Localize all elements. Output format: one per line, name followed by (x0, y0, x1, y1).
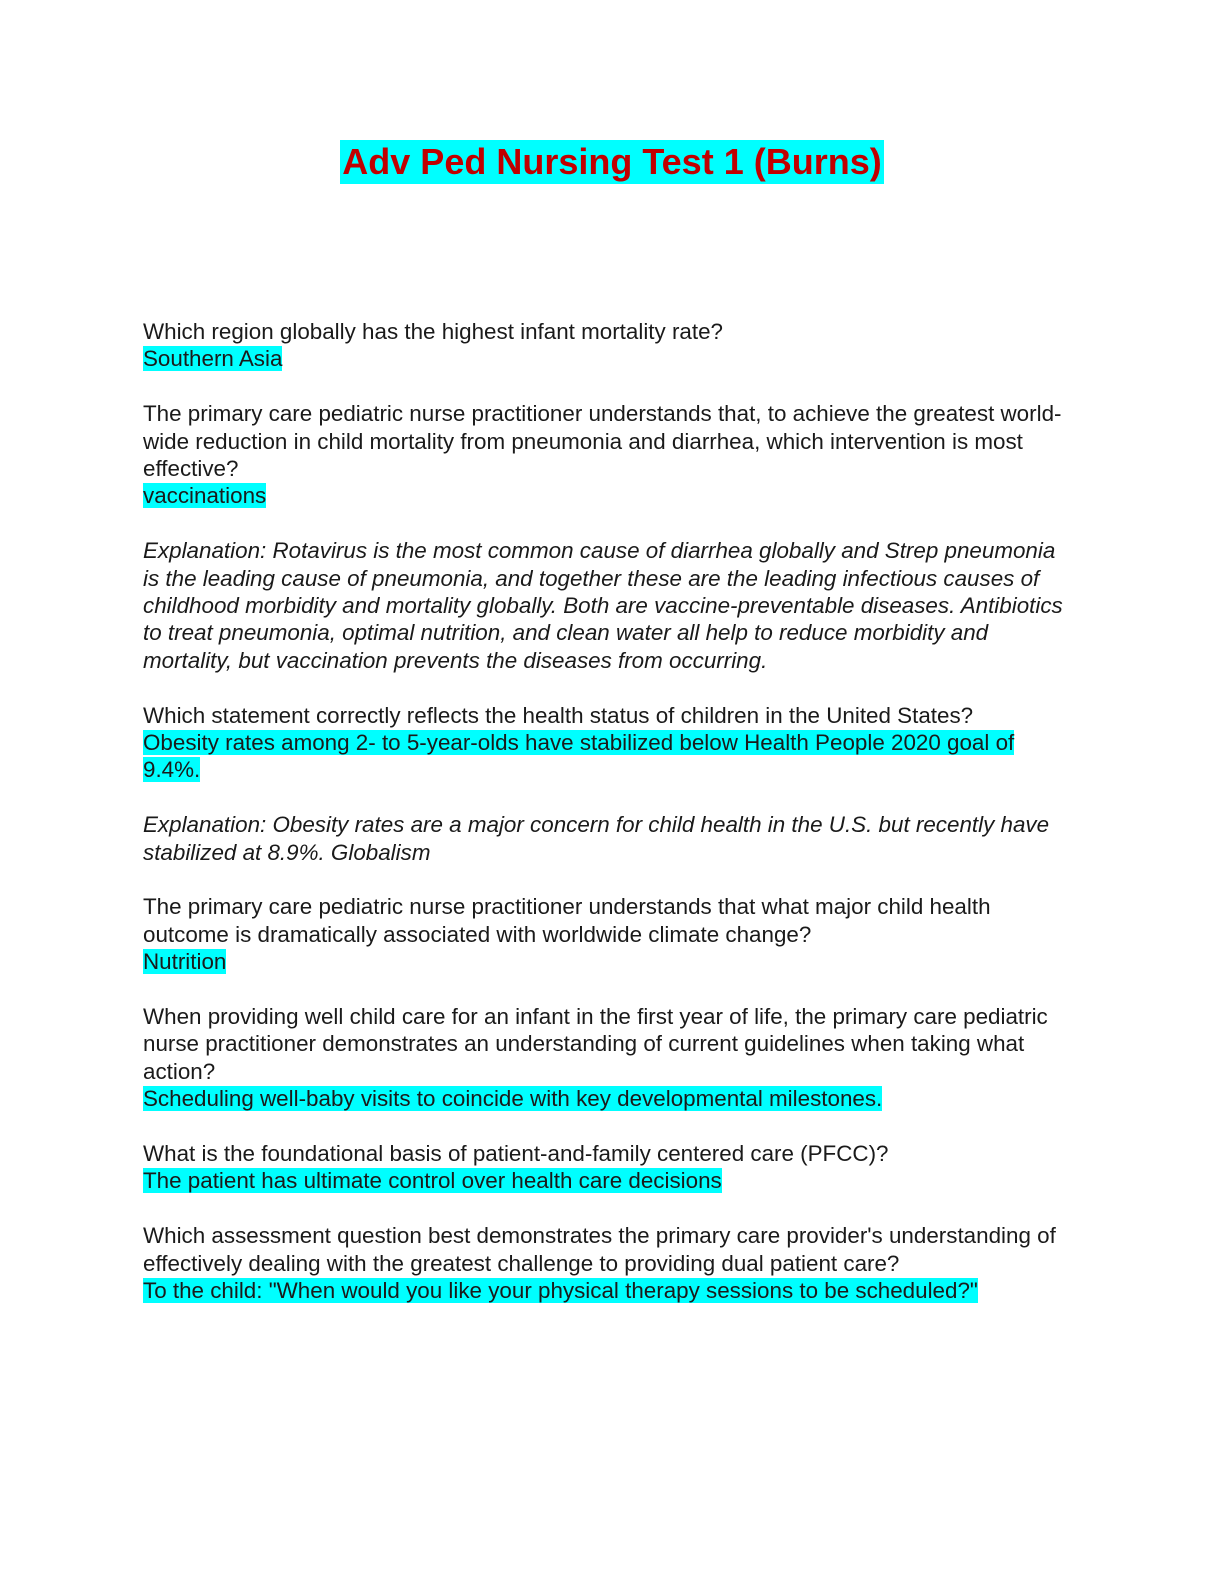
qa-item-4 (143, 893, 1073, 975)
highlighted-answer: Obesity rates among 2- to 5-year-olds have stabilized below Health People 2020 goal of 9.4%. (143, 730, 1015, 783)
highlighted-answer: Scheduling well-baby visits to coincide with key developmental milestones. (143, 1086, 883, 1112)
question-text: When providing well child care for an infant in the first year of life, the primary care pediatric nurse practitioner demonstrates an understanding of current guidelines when taking what action? (143, 1004, 1048, 1084)
document-title: Adv Ped Nursing Test 1 (Burns) (342, 141, 882, 182)
explanation-text: Explanation: Rotavirus is the most common cause of diarrhea globally and Strep pneumonia is the leading cause of pneumonia, and together these are the leading infectious causes of childhood morbidity and mortality globally. Both are vaccine-preventable diseases. Antibiotics to treat pneumonia, optimal nutrition, and clean water all help to reduce morbidity and mortality, but vaccination prevents the diseases from occurring. (143, 538, 1063, 673)
qa-item-7 (143, 1222, 1073, 1304)
question-text: The primary care pediatric nurse practitioner understands that, to achieve the greatest world-wide reduction in child mortality from pneumonia and diarrhea, which intervention is most effective? (143, 401, 1062, 482)
qa-item-5 (143, 1003, 1073, 1113)
qa-item-3 (143, 702, 1073, 784)
highlighted-answer: vaccinations (143, 483, 267, 509)
explanation-text: Explanation: Obesity rates are a major concern for child health in the U.S. but recently have stabilized at 8.9%. Globalism (143, 812, 1050, 865)
question-text: Which assessment question best demonstrates the primary care provider's understanding of effectively dealing with the greatest challenge to providing dual patient care? (143, 1223, 1056, 1276)
qa-item-2 (143, 400, 1073, 510)
qa-item-1 (143, 318, 1073, 373)
title-container (0, 140, 1224, 184)
document-body (143, 318, 1073, 1332)
qa-item-6 (143, 1140, 1073, 1195)
question-text: Which region globally has the highest infant mortality rate? (143, 319, 723, 344)
highlighted-answer: Southern Asia (143, 346, 283, 372)
highlighted-answer: To the child: "When would you like your physical therapy sessions to be scheduled?" (143, 1278, 978, 1304)
highlighted-answer: The patient has ultimate control over health care decisions (143, 1168, 722, 1194)
highlighted-answer: Nutrition (143, 949, 227, 975)
question-text: The primary care pediatric nurse practitioner understands that what major child health outcome is dramatically associated with worldwide climate change? (143, 894, 991, 947)
question-text: What is the foundational basis of patient-and-family centered care (PFCC)? (143, 1141, 889, 1167)
question-text: Which statement correctly reflects the health status of children in the United States? (143, 702, 974, 728)
